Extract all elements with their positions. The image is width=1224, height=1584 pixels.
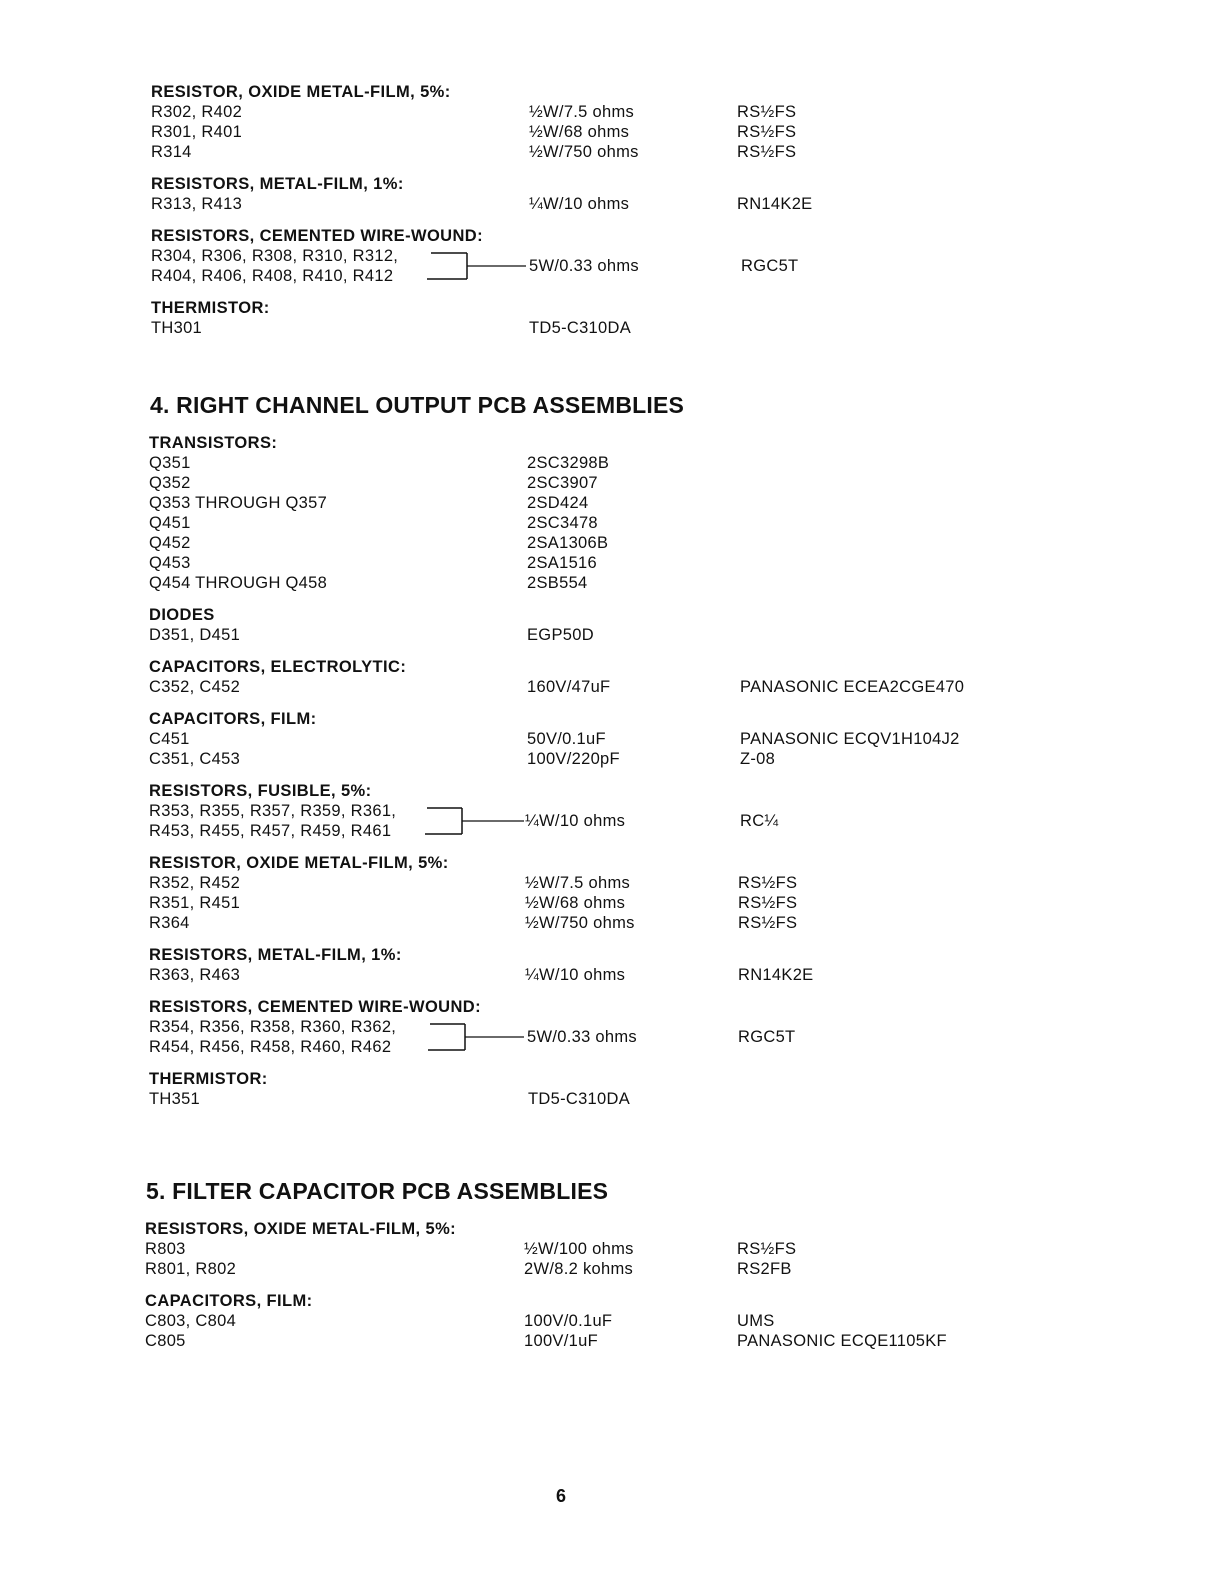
resistor-refs-line-1: R353, R355, R357, R359, R361,: [149, 802, 397, 820]
parts-row: [149, 729, 1149, 749]
part-number: RS½FS: [738, 894, 798, 912]
reference-designator: C352, C452: [149, 678, 241, 696]
component-value: 100V/0.1uF: [524, 1312, 613, 1330]
parts-row: [145, 1239, 1145, 1259]
parts-group: [151, 298, 1151, 338]
part-number: PANASONIC ECQE1105KF: [737, 1332, 947, 1350]
fusible-group: [149, 781, 1149, 841]
reference-designator: D351, D451: [149, 626, 241, 644]
page-number: 6: [556, 1486, 567, 1506]
left-channel-continuation: [151, 82, 1151, 350]
parts-row: [149, 453, 1149, 473]
parts-row: [149, 573, 1149, 593]
component-value: 100V/220pF: [527, 750, 620, 768]
parts-row: [149, 1089, 1149, 1109]
parts-row: [149, 873, 1149, 893]
bracket-connector: [149, 801, 529, 841]
part-number: RGC5T: [741, 257, 799, 275]
parts-group: [151, 174, 1151, 214]
parts-row: [149, 553, 1149, 573]
part-number: RN14K2E: [737, 195, 813, 213]
reference-designator: C803, C804: [145, 1312, 237, 1330]
bracketed-resistor-list: [151, 246, 1151, 286]
reference-designator: Q454 THROUGH Q458: [149, 574, 328, 592]
component-value: ¼W/10 ohms: [525, 966, 626, 984]
group-heading: RESISTORS, CEMENTED WIRE-WOUND:: [151, 227, 484, 245]
group-heading: CAPACITORS, FILM:: [149, 710, 317, 728]
parts-group: [149, 853, 1149, 933]
reference-designator: Q352: [149, 474, 191, 492]
part-number: RS½FS: [737, 143, 797, 161]
parts-group: [149, 657, 1149, 697]
parts-row: [149, 749, 1149, 769]
block1-groups: [151, 82, 1151, 214]
parts-row: [145, 1259, 1145, 1279]
parts-row: [149, 913, 1149, 933]
component-value: 2W/8.2 kohms: [524, 1260, 634, 1278]
thermistor-group-container: [151, 298, 1151, 338]
component-value: 2SB554: [527, 574, 588, 592]
group-heading: TRANSISTORS:: [149, 434, 278, 452]
parts-row: [149, 533, 1149, 553]
bracket-connector: [149, 1017, 529, 1057]
parts-row: [149, 513, 1149, 533]
component-value: ½W/7.5 ohms: [529, 103, 635, 121]
reference-designator: Q351: [149, 454, 191, 472]
thermistor-group-container: [149, 1069, 1149, 1109]
reference-designator: R363, R463: [149, 966, 241, 984]
section-4-body: [149, 433, 1149, 1121]
parts-group: [149, 433, 1149, 593]
section-5-body: [145, 1219, 1145, 1363]
component-value: 160V/47uF: [527, 678, 611, 696]
parts-row: [151, 142, 1151, 162]
bracketed-resistor-list: [149, 1017, 1149, 1057]
group-heading: RESISTORS, CEMENTED WIRE-WOUND:: [149, 998, 482, 1016]
parts-row: [149, 677, 1149, 697]
component-value: 2SC3907: [527, 474, 598, 492]
part-number: RS½FS: [738, 874, 798, 892]
parts-group: [149, 605, 1149, 645]
component-value: TD5-C310DA: [528, 1090, 631, 1108]
part-number: UMS: [737, 1312, 775, 1330]
resistor-refs-line-1: R354, R356, R358, R360, R362,: [149, 1018, 397, 1036]
parts-group: [151, 82, 1151, 162]
component-value: EGP50D: [527, 626, 594, 644]
group-heading: THERMISTOR:: [149, 1070, 268, 1088]
bracketed-resistor-list: [149, 801, 1149, 841]
parts-group: [149, 1069, 1149, 1109]
section5-groups: [145, 1219, 1145, 1351]
parts-group: [145, 1291, 1145, 1351]
wirewound-group: [149, 997, 1149, 1057]
parts-row: [149, 473, 1149, 493]
resistor-value: 5W/0.33 ohms: [529, 257, 639, 275]
parts-group: [145, 1219, 1145, 1279]
component-value: 2SD424: [527, 494, 589, 512]
reference-designator: R301, R401: [151, 123, 243, 141]
parts-row: [149, 965, 1149, 985]
component-value: 2SC3478: [527, 514, 598, 532]
reference-designator: Q353 THROUGH Q357: [149, 494, 328, 512]
group-heading: RESISTOR, OXIDE METAL-FILM, 5%:: [149, 854, 449, 872]
component-value: ½W/7.5 ohms: [525, 874, 631, 892]
reference-designator: R364: [149, 914, 190, 932]
reference-designator: R352, R452: [149, 874, 241, 892]
section-5-title: 5. FILTER CAPACITOR PCB ASSEMBLIES: [146, 1178, 609, 1204]
reference-designator: Q451: [149, 514, 191, 532]
reference-designator: R313, R413: [151, 195, 243, 213]
reference-designator: R801, R802: [145, 1260, 237, 1278]
section4-groups-2: [149, 853, 1149, 985]
part-number: RS½FS: [737, 123, 797, 141]
part-number: RS½FS: [738, 914, 798, 932]
parts-row: [149, 893, 1149, 913]
group-heading: RESISTOR, OXIDE METAL-FILM, 5%:: [151, 83, 451, 101]
parts-row: [151, 194, 1151, 214]
resistor-value: 5W/0.33 ohms: [527, 1028, 637, 1046]
reference-designator: TH301: [151, 319, 203, 337]
reference-designator: C351, C453: [149, 750, 241, 768]
parts-row: [145, 1331, 1145, 1351]
component-value: 2SA1516: [527, 554, 597, 572]
parts-group: [149, 709, 1149, 769]
component-value: 2SA1306B: [527, 534, 609, 552]
part-number: RGC5T: [738, 1028, 796, 1046]
component-value: ¼W/10 ohms: [529, 195, 630, 213]
resistor-refs-line-2: R404, R406, R408, R410, R412: [151, 267, 394, 285]
group-heading: CAPACITORS, ELECTROLYTIC:: [149, 658, 407, 676]
parts-row: [145, 1311, 1145, 1331]
part-number: RN14K2E: [738, 966, 814, 984]
resistor-refs-line-1: R304, R306, R308, R310, R312,: [151, 247, 399, 265]
reference-designator: R351, R451: [149, 894, 241, 912]
part-number: Z-08: [740, 750, 776, 768]
part-number: PANASONIC ECQV1H104J2: [740, 730, 960, 748]
parts-row: [149, 493, 1149, 513]
group-heading: RESISTORS, FUSIBLE, 5%:: [149, 782, 372, 800]
component-value: 50V/0.1uF: [527, 730, 606, 748]
reference-designator: C451: [149, 730, 190, 748]
bracket-connector: [151, 246, 531, 286]
reference-designator: Q452: [149, 534, 191, 552]
group-heading: RESISTORS, METAL-FILM, 1%:: [151, 175, 404, 193]
part-number: RS2FB: [737, 1260, 792, 1278]
reference-designator: C805: [145, 1332, 186, 1350]
reference-designator: R803: [145, 1240, 186, 1258]
group-heading: RESISTORS, OXIDE METAL-FILM, 5%:: [145, 1220, 457, 1238]
section4-groups: [149, 433, 1149, 769]
group-heading: THERMISTOR:: [151, 299, 270, 317]
part-number: RC¼: [740, 812, 779, 830]
parts-row: [149, 625, 1149, 645]
component-value: TD5-C310DA: [529, 319, 632, 337]
group-heading: CAPACITORS, FILM:: [145, 1292, 313, 1310]
reference-designator: R314: [151, 143, 192, 161]
part-number: RS½FS: [737, 103, 797, 121]
reference-designator: R302, R402: [151, 103, 243, 121]
component-value: 2SC3298B: [527, 454, 610, 472]
component-value: ½W/100 ohms: [524, 1240, 634, 1258]
component-value: ½W/750 ohms: [529, 143, 639, 161]
component-value: 100V/1uF: [524, 1332, 598, 1350]
part-number: PANASONIC ECEA2CGE470: [740, 678, 965, 696]
parts-row: [151, 102, 1151, 122]
group-heading: DIODES: [149, 606, 215, 624]
group-heading: RESISTORS, METAL-FILM, 1%:: [149, 946, 402, 964]
reference-designator: TH351: [149, 1090, 201, 1108]
wirewound-group: [151, 226, 1151, 286]
component-value: ½W/750 ohms: [525, 914, 635, 932]
resistor-value: ¼W/10 ohms: [525, 812, 626, 830]
part-number: RS½FS: [737, 1240, 797, 1258]
parts-group: [149, 945, 1149, 985]
parts-row: [151, 318, 1151, 338]
component-value: ½W/68 ohms: [529, 123, 630, 141]
resistor-refs-line-2: R454, R456, R458, R460, R462: [149, 1038, 392, 1056]
component-value: ½W/68 ohms: [525, 894, 626, 912]
reference-designator: Q453: [149, 554, 191, 572]
section-4-title: 4. RIGHT CHANNEL OUTPUT PCB ASSEMBLIES: [150, 392, 685, 418]
parts-row: [151, 122, 1151, 142]
resistor-refs-line-2: R453, R455, R457, R459, R461: [149, 822, 392, 840]
